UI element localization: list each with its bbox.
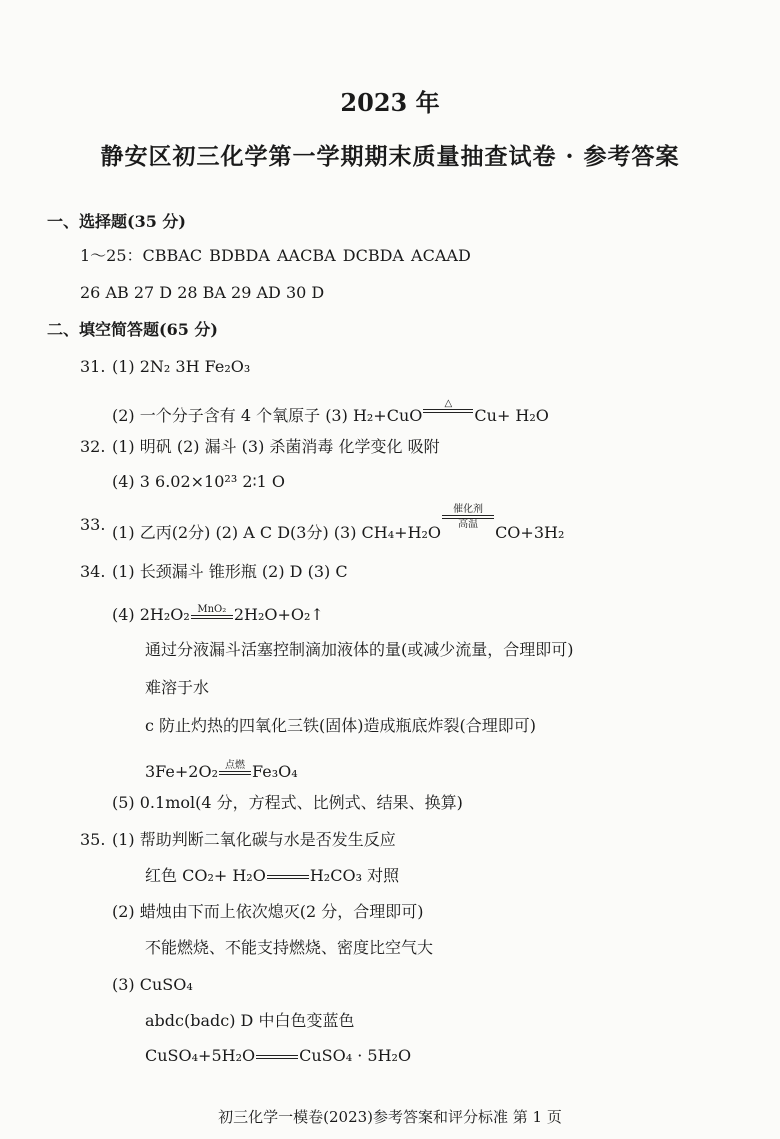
q34-line2-product: 2H₂O+O₂↑: [233, 605, 324, 624]
q33-line1-text: (1) 乙丙(2分) (2) A C D(3分) (3) CH₄+H₂O: [112, 523, 442, 542]
q34-line5: c 防止灼热的四氧化三铁(固体)造成瓶底炸裂(合理即可): [145, 716, 537, 735]
q35-line6: abdc(badc) D 中白色变蓝色: [145, 1011, 355, 1030]
q34-line3: 通过分液漏斗活塞控制滴加液体的量(或减少流量，合理即可): [145, 640, 574, 659]
mno2-condition: [190, 604, 234, 619]
q35-line2-text: 红色 CO₂+ H₂O: [145, 866, 266, 885]
q35-line2-product: H₂CO₃ 对照: [309, 866, 400, 885]
equals-sign: [256, 1055, 298, 1059]
q35-line7-product: CuSO₄ · 5H₂O: [299, 1046, 412, 1065]
high-temp-label: 高温: [458, 519, 479, 530]
q35-line3: (2) 蜡烛由下而上依次熄灭(2 分，合理即可): [112, 902, 424, 921]
q35-number: 35.: [80, 830, 106, 849]
q35-line2: [145, 866, 399, 886]
equals-sign: [191, 615, 233, 619]
q31-number: 31.: [80, 357, 106, 376]
q32-number: 32.: [80, 437, 106, 456]
q31-line1: (1) 2N₂ 3H Fe₂O₃: [112, 357, 251, 376]
q34-line6-text: 3Fe+2O₂: [145, 762, 218, 781]
mno2-label: MnO₂: [197, 604, 227, 615]
q31-line2-text: (2) 一个分子含有 4 个氧原子 (3) H₂+CuO: [112, 406, 423, 425]
catalyst-condition: [441, 504, 495, 530]
q35-line7: [145, 1046, 411, 1066]
q34-line4: 难溶于水: [145, 678, 210, 697]
ignite-condition: [218, 760, 252, 775]
heat-symbol: △: [444, 398, 453, 409]
ignite-label: 点燃: [225, 760, 245, 771]
q33-line1: [112, 504, 565, 542]
q34-line2: [112, 597, 324, 624]
q34-line6: [145, 753, 298, 781]
q35-line5: (3) CuSO₄: [112, 975, 193, 994]
section-fill-heading: 二、填空简答题(65 分): [47, 320, 218, 339]
equals-sign: [219, 771, 251, 775]
q34-line1: (1) 长颈漏斗 锥形瓶 (2) D (3) C: [112, 562, 348, 581]
heat-condition: [422, 398, 474, 424]
q33-number: 33.: [80, 515, 106, 534]
q35-line4: 不能燃烧、不能支持燃烧、密度比空气大: [145, 938, 434, 957]
doc-year: 2023 年: [340, 88, 440, 117]
q33-line1-product: CO+3H₂: [495, 523, 565, 542]
section-choice-heading: 一、选择题(35 分): [47, 212, 186, 231]
equals-sign: [267, 875, 309, 879]
q34-line7: (5) 0.1mol(4 分，方程式、比例式、结果、换算): [112, 793, 463, 812]
q31-line2: [112, 398, 549, 426]
q34-line2-text: (4) 2H₂O₂: [112, 605, 190, 624]
q32-line1: (1) 明矾 (2) 漏斗 (3) 杀菌消毒 化学变化 吸附: [112, 437, 440, 456]
q32-line2: (4) 3 6.02×10²³ 2∶1 O: [112, 472, 286, 491]
q34-number: 34.: [80, 562, 106, 581]
q34-line6-product: Fe₃O₄: [252, 762, 298, 781]
choice-answers-1-25: 1～25：CBBAC BDBDA AACBA DCBDA ACAAD: [80, 246, 471, 265]
q35-line1: (1) 帮助判断二氧化碳与水是否发生反应: [112, 830, 396, 849]
q35-line7-text: CuSO₄+5H₂O: [145, 1046, 256, 1065]
catalyst-label: 催化剂: [453, 504, 484, 515]
choice-answers-26-30: 26 AB 27 D 28 BA 29 AD 30 D: [80, 283, 325, 302]
page-footer: 初三化学一模卷(2023)参考答案和评分标准 第 1 页: [218, 1108, 562, 1126]
doc-title: 静安区初三化学第一学期期末质量抽查试卷 · 参考答案: [100, 143, 680, 170]
q31-line2-product: Cu+ H₂O: [474, 406, 549, 425]
